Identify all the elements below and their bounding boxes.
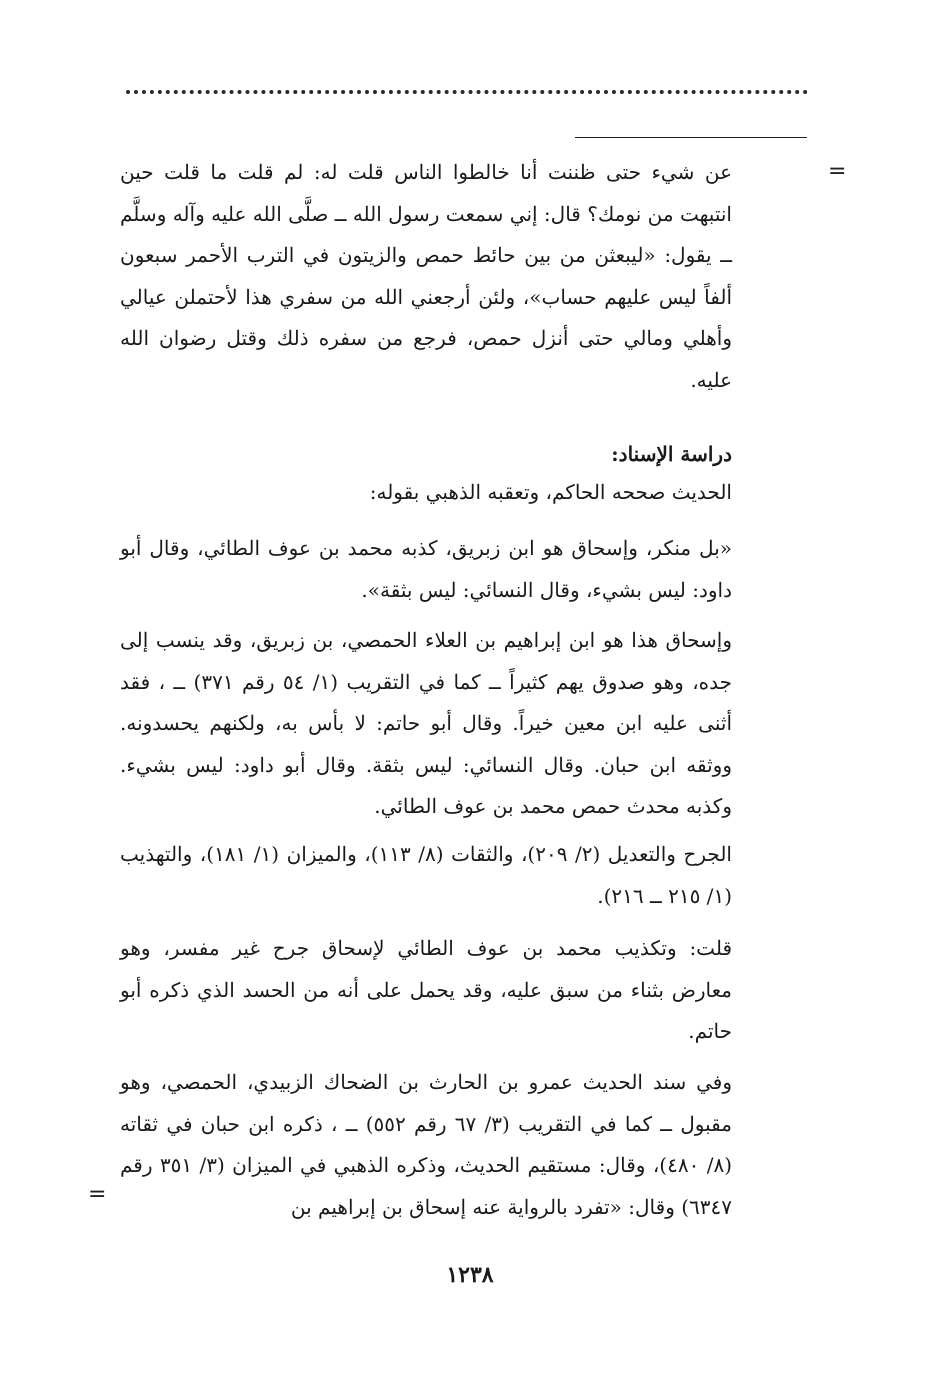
paragraph-qultu: قلت: وتكذيب محمد بن عوف الطائي لإسحاق جرح غير مفسر، وهو معارض بثناء من سبق عليه، وقد يحمل على أنه من الحسد الذي ذكره أبو حاتم. bbox=[120, 936, 733, 1043]
paragraph-hakim: الحديث صححه الحاكم، وتعقبه الذهبي بقوله: bbox=[369, 480, 732, 504]
section-heading: دراسة الإسناد: bbox=[611, 442, 732, 466]
dotted-rule bbox=[126, 90, 808, 94]
continuation-mark-bottom: = bbox=[88, 1182, 107, 1207]
continuation-mark-top: = bbox=[828, 159, 847, 184]
page-number: ١٢٣٨ bbox=[446, 1262, 494, 1288]
paragraph-amr: وفي سند الحديث عمرو بن الحارث بن الضحاك الزبيدي، الحمصي، وهو مقبول ــ كما في التقريب (٣/ ٦٧ رقم ٥٥٢) ــ ، ذكره ابن حبان في ثقاته (٨/ ٤٨٠)، وقال: مستقيم الحديث، وذكره الذهبي في الميزان (٣/ ٣٥١ رقم ٦٣٤٧) وقال: «تفرد بالرواية عنه إسحاق بن إبراهيم بن bbox=[120, 1070, 732, 1219]
footnote-separator bbox=[575, 137, 807, 138]
paragraph-references: الجرح والتعديل (٢/ ٢٠٩)، والثقات (٨/ ١١٣)، والميزان (١/ ١٨١)، والتهذيب (١/ ٢١٥ ــ ٢١٦). bbox=[120, 842, 732, 908]
paragraph-dhahabi-quote: «بل منكر، وإسحاق هو ابن زبريق، كذبه محمد بن عوف الطائي، وقال أبو داود: ليس بشيء، وقال النسائي: ليس بثقة». bbox=[120, 536, 732, 602]
paragraph-hadith-text: عن شيء حتى ظننت أنا خالطوا الناس قلت له: لم قلت ما قلت حين انتبهت من نومك؟ قال: إني سمعت رسول الله ــ صلَّى الله عليه وآله وسلَّم ــ يقول: «ليبعثن من بين حائط حمص والزيتون في الترب الأحمر سبعون ألفاً ليس عليهم حساب»، ولئن أرجعني الله من سفري هذا لأحتملن عيالي وأهلي ومالي حتى أنزل حمص، فرجع من سفره ذلك وقتل رضوان الله عليه. bbox=[120, 160, 732, 392]
paragraph-ishaq: وإسحاق هذا هو ابن إبراهيم بن العلاء الحمصي، بن زبريق، وقد ينسب إلى جده، وهو صدوق يهم كثيراً ــ كما في التقريب (١/ ٥٤ رقم ٣٧١) ــ ، فقد أثنى عليه ابن معين خيراً. وقال أبو حاتم: لا بأس به، ولكنهم يحسدونه. ووثقه ابن حبان. وقال النسائي: ليس بثقة. وقال أبو داود: ليس بشيء. وكذبه محدث حمص محمد بن عوف الطائي. bbox=[120, 628, 732, 818]
